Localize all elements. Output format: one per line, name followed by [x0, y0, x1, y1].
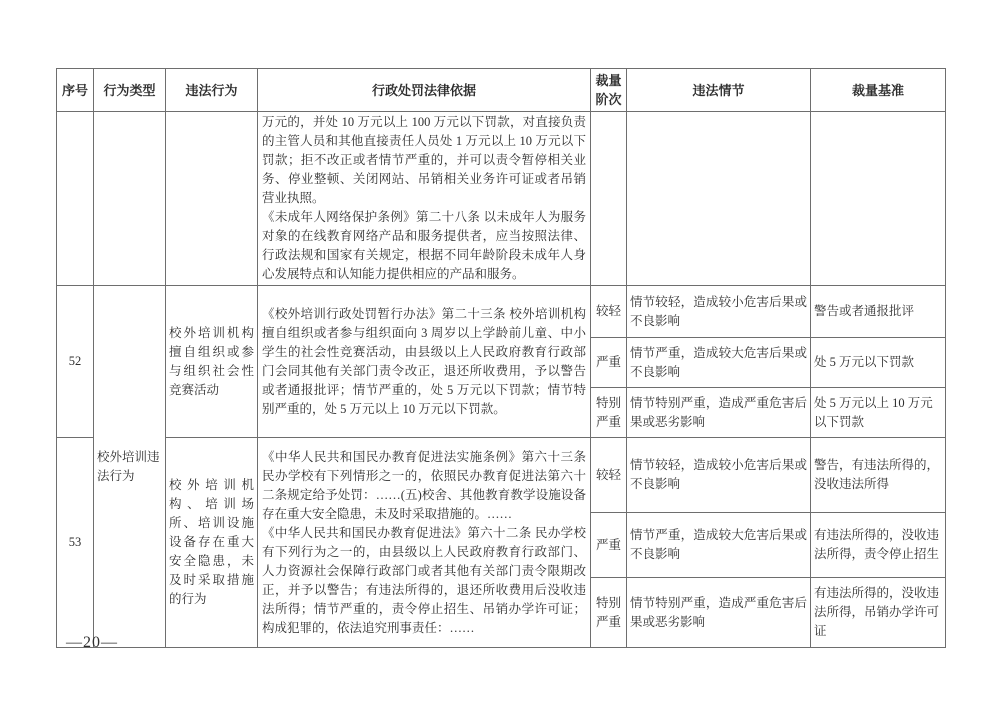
continuation-row	[57, 112, 946, 286]
cell-benchmark: 有违法所得的，没收违法所得，责令停止招生	[811, 513, 946, 578]
cell-seq-empty	[57, 112, 94, 286]
cell-tier-level: 较轻	[591, 286, 627, 338]
cell-tier-level: 较轻	[591, 438, 627, 513]
header-illegal-behavior: 违法行为	[166, 69, 258, 112]
legal-paragraph: 《中华人民共和国民办教育促进法实施条例》第六十三条 民办学校有下列情形之一的，依照民办教育促进法第六十二条规定给予处罚：……(五)校舍、其他教育教学设施设备存在重大安全隐患，未及时采取措施的。……	[262, 449, 586, 521]
header-tier-level: 裁量阶次	[591, 69, 627, 112]
cell-benchmark-empty	[811, 112, 946, 286]
cell-illegal-behavior-53: 校外培训机构、培训场所、培训设施设备存在重大安全隐患，未及时采取措施的行为	[166, 438, 258, 648]
table-header-row	[57, 69, 946, 112]
cell-circumstance: 情节严重，造成较大危害后果或不良影响	[627, 338, 811, 388]
cell-legal-basis-52	[258, 286, 591, 438]
cell-circumstance: 情节特别严重，造成严重危害后果或恶劣影响	[627, 578, 811, 648]
cell-tier-level: 严重	[591, 338, 627, 388]
header-seq: 序号	[57, 69, 94, 112]
cell-benchmark: 警告或者通报批评	[811, 286, 946, 338]
cell-tier-empty	[591, 112, 627, 286]
cell-benchmark: 警告，有违法所得的，没收违法所得	[811, 438, 946, 513]
cell-circumstance: 情节较轻，造成较小危害后果或不良影响	[627, 438, 811, 513]
cell-seq-52: 52	[57, 286, 94, 438]
cell-tier-level: 特别严重	[591, 578, 627, 648]
cell-illegal-behavior-empty	[166, 112, 258, 286]
legal-paragraph: 《未成年人网络保护条例》第二十八条 以未成年人为服务对象的在线教育网络产品和服务提供者，应当按照法律、行政法规和国家有关规定，根据不同年龄阶段未成年人身心发展特点和认知能力提供相应的产品和服务。	[262, 210, 586, 281]
cell-behavior-type-empty	[94, 112, 166, 286]
cell-circumstance-empty	[627, 112, 811, 286]
cell-circumstance: 情节严重，造成较大危害后果或不良影响	[627, 513, 811, 578]
cell-behavior-type-group: 校外培训违法行为	[94, 286, 166, 648]
header-legal-basis: 行政处罚法律依据	[258, 69, 591, 112]
header-circumstance: 违法情节	[627, 69, 811, 112]
row-52-tier-1	[57, 286, 946, 338]
cell-benchmark: 处 5 万元以下罚款	[811, 338, 946, 388]
cell-benchmark: 有违法所得的，没收违法所得，吊销办学许可证	[811, 578, 946, 648]
cell-seq-53: 53	[57, 438, 94, 648]
cell-circumstance: 情节较轻，造成较小危害后果或不良影响	[627, 286, 811, 338]
cell-benchmark: 处 5 万元以上 10 万元以下罚款	[811, 388, 946, 438]
legal-paragraph: 《校外培训行政处罚暂行办法》第二十三条 校外培训机构擅自组织或者参与组织面向 3 周岁以上学龄前儿童、中小学生的社会性竞赛活动，由县级以上人民政府教育行政部门会同其他有关部门责令改正，退还所收费用，予以警告或者通报批评；情节严重的，处 5 万元以下罚款；情节特别严重的，处 5 万元以上 10 万元以下罚款。	[262, 306, 586, 416]
penalty-discretion-table	[56, 68, 946, 648]
legal-paragraph: 万元的，并处 10 万元以上 100 万元以下罚款，对直接负责的主管人员和其他直接责任人员处 1 万元以上 10 万元以下罚款；拒不改正或者情节严重的，并可以责令暂停相关业务、停业整顿、关闭网站、吊销相关业务许可证或者吊销营业执照。	[262, 115, 586, 205]
cell-tier-level: 特别严重	[591, 388, 627, 438]
row-53-tier-1	[57, 438, 946, 513]
cell-circumstance: 情节特别严重，造成严重危害后果或恶劣影响	[627, 388, 811, 438]
cell-illegal-behavior-52: 校外培训机构擅自组织或参与组织社会性竞赛活动	[166, 286, 258, 438]
page-number: —20—	[66, 634, 118, 651]
header-benchmark: 裁量基准	[811, 69, 946, 112]
legal-paragraph: 《中华人民共和国民办教育促进法》第六十二条 民办学校有下列行为之一的，由县级以上人民政府教育行政部门、人力资源社会保障行政部门或者其他有关部门责令限期改正，并予以警告；有违法所得的，退还所收费用后没收违法所得；情节严重的，责令停止招生、吊销办学许可证；构成犯罪的，依法追究刑事责任：……	[262, 525, 586, 635]
cell-tier-level: 严重	[591, 513, 627, 578]
header-behavior-type: 行为类型	[94, 69, 166, 112]
cell-legal-basis-53	[258, 438, 591, 648]
cell-legal-basis-continuation	[258, 112, 591, 286]
